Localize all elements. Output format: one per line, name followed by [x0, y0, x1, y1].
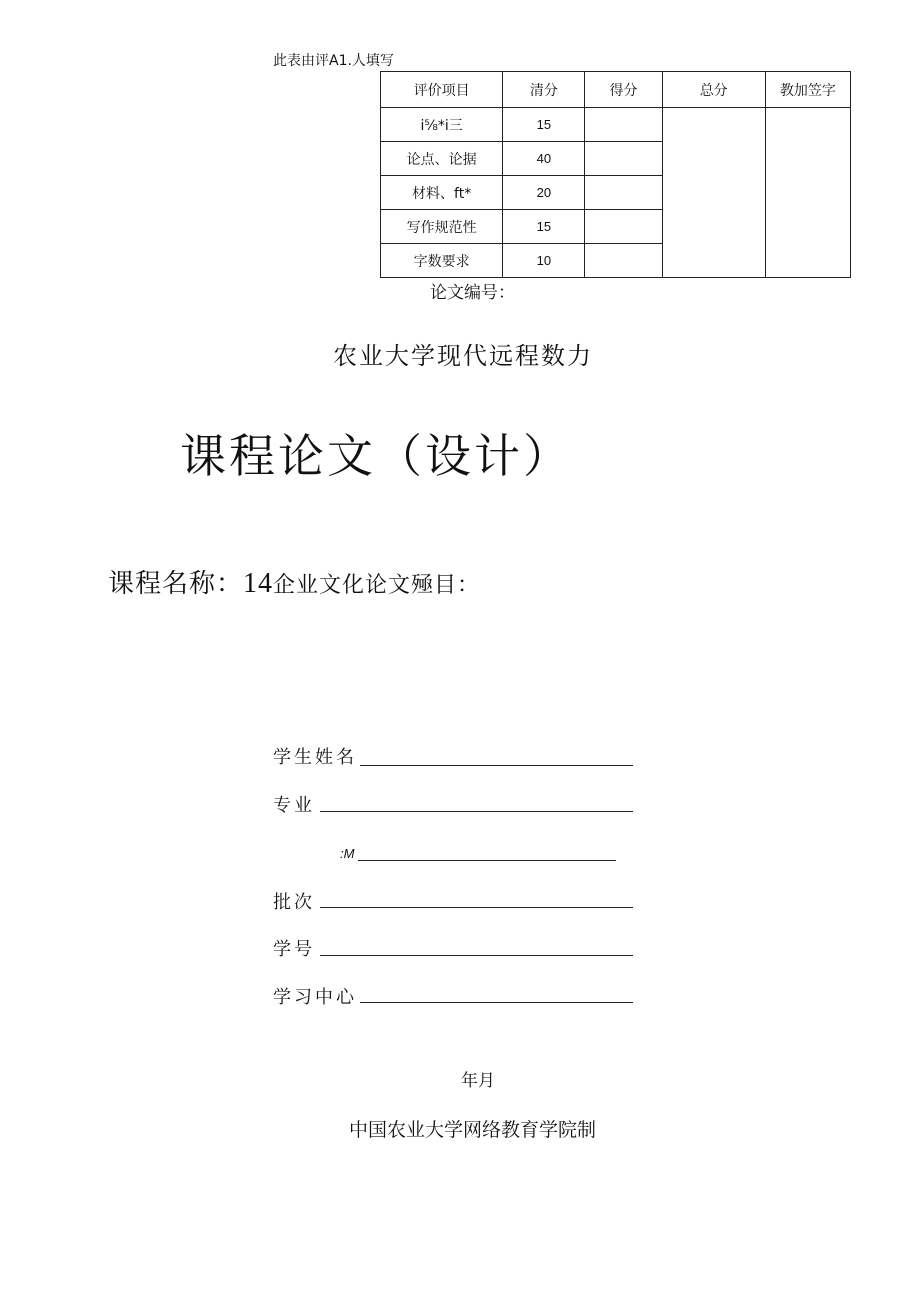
footer-organization: 中国农业大学网络教育学院制: [349, 1119, 597, 1141]
row-full-score: 20: [503, 176, 585, 210]
course-name-label: 课程名称：: [108, 569, 244, 599]
paper-serial-label: 论文编号：: [430, 283, 515, 303]
score-cell[interactable]: [585, 210, 662, 244]
student-id-label: 学号: [273, 939, 315, 960]
score-cell[interactable]: [585, 244, 662, 278]
student-id-field[interactable]: [320, 955, 633, 956]
row-item-label: 论点、论据: [381, 142, 503, 176]
row-full-score: 10: [503, 244, 585, 278]
major-label: 专业: [273, 795, 315, 816]
header-score: 得分: [585, 72, 662, 108]
score-cell[interactable]: [585, 108, 662, 142]
row-item-label: 写作规范性: [381, 210, 503, 244]
header-teacher-signature: 教加笠字: [765, 72, 850, 108]
header-full-score: 清分: [503, 72, 585, 108]
batch-field[interactable]: [320, 907, 633, 908]
batch-label: 批次: [273, 892, 315, 913]
student-name-field[interactable]: [360, 765, 633, 766]
row-item-label: i⅝*i三: [381, 108, 503, 142]
table-header-row: [381, 72, 851, 108]
course-number: 14: [243, 568, 274, 599]
row-item-label: 字数要求: [381, 244, 503, 278]
university-name: 农业大学现代远程数力: [333, 342, 593, 370]
document-title: 课程论文（设计）: [180, 429, 572, 483]
row-item-label: 材料、ft*: [381, 176, 503, 210]
row-full-score: 15: [503, 108, 585, 142]
course-title-text: 企业文化论文殛目：: [273, 573, 481, 598]
level-label: :M: [340, 846, 355, 861]
major-field[interactable]: [320, 811, 633, 812]
table-row: [381, 108, 851, 142]
form-fill-note: 此表由评A1.人填写: [273, 53, 394, 69]
course-name-line: [108, 563, 480, 600]
total-score-cell[interactable]: [662, 108, 765, 278]
level-field[interactable]: [358, 860, 616, 861]
evaluation-score-table: [380, 71, 851, 278]
score-cell[interactable]: [585, 142, 662, 176]
learning-center-field[interactable]: [360, 1002, 633, 1003]
date-label: 年月: [461, 1071, 495, 1091]
row-full-score: 15: [503, 210, 585, 244]
row-full-score: 40: [503, 142, 585, 176]
learning-center-label: 学习中心: [273, 987, 357, 1008]
header-evaluation-item: 评价项目: [381, 72, 503, 108]
header-total: 总分: [662, 72, 765, 108]
teacher-signature-cell[interactable]: [765, 108, 850, 278]
score-cell[interactable]: [585, 176, 662, 210]
student-name-label: 学生姓名: [273, 747, 357, 768]
